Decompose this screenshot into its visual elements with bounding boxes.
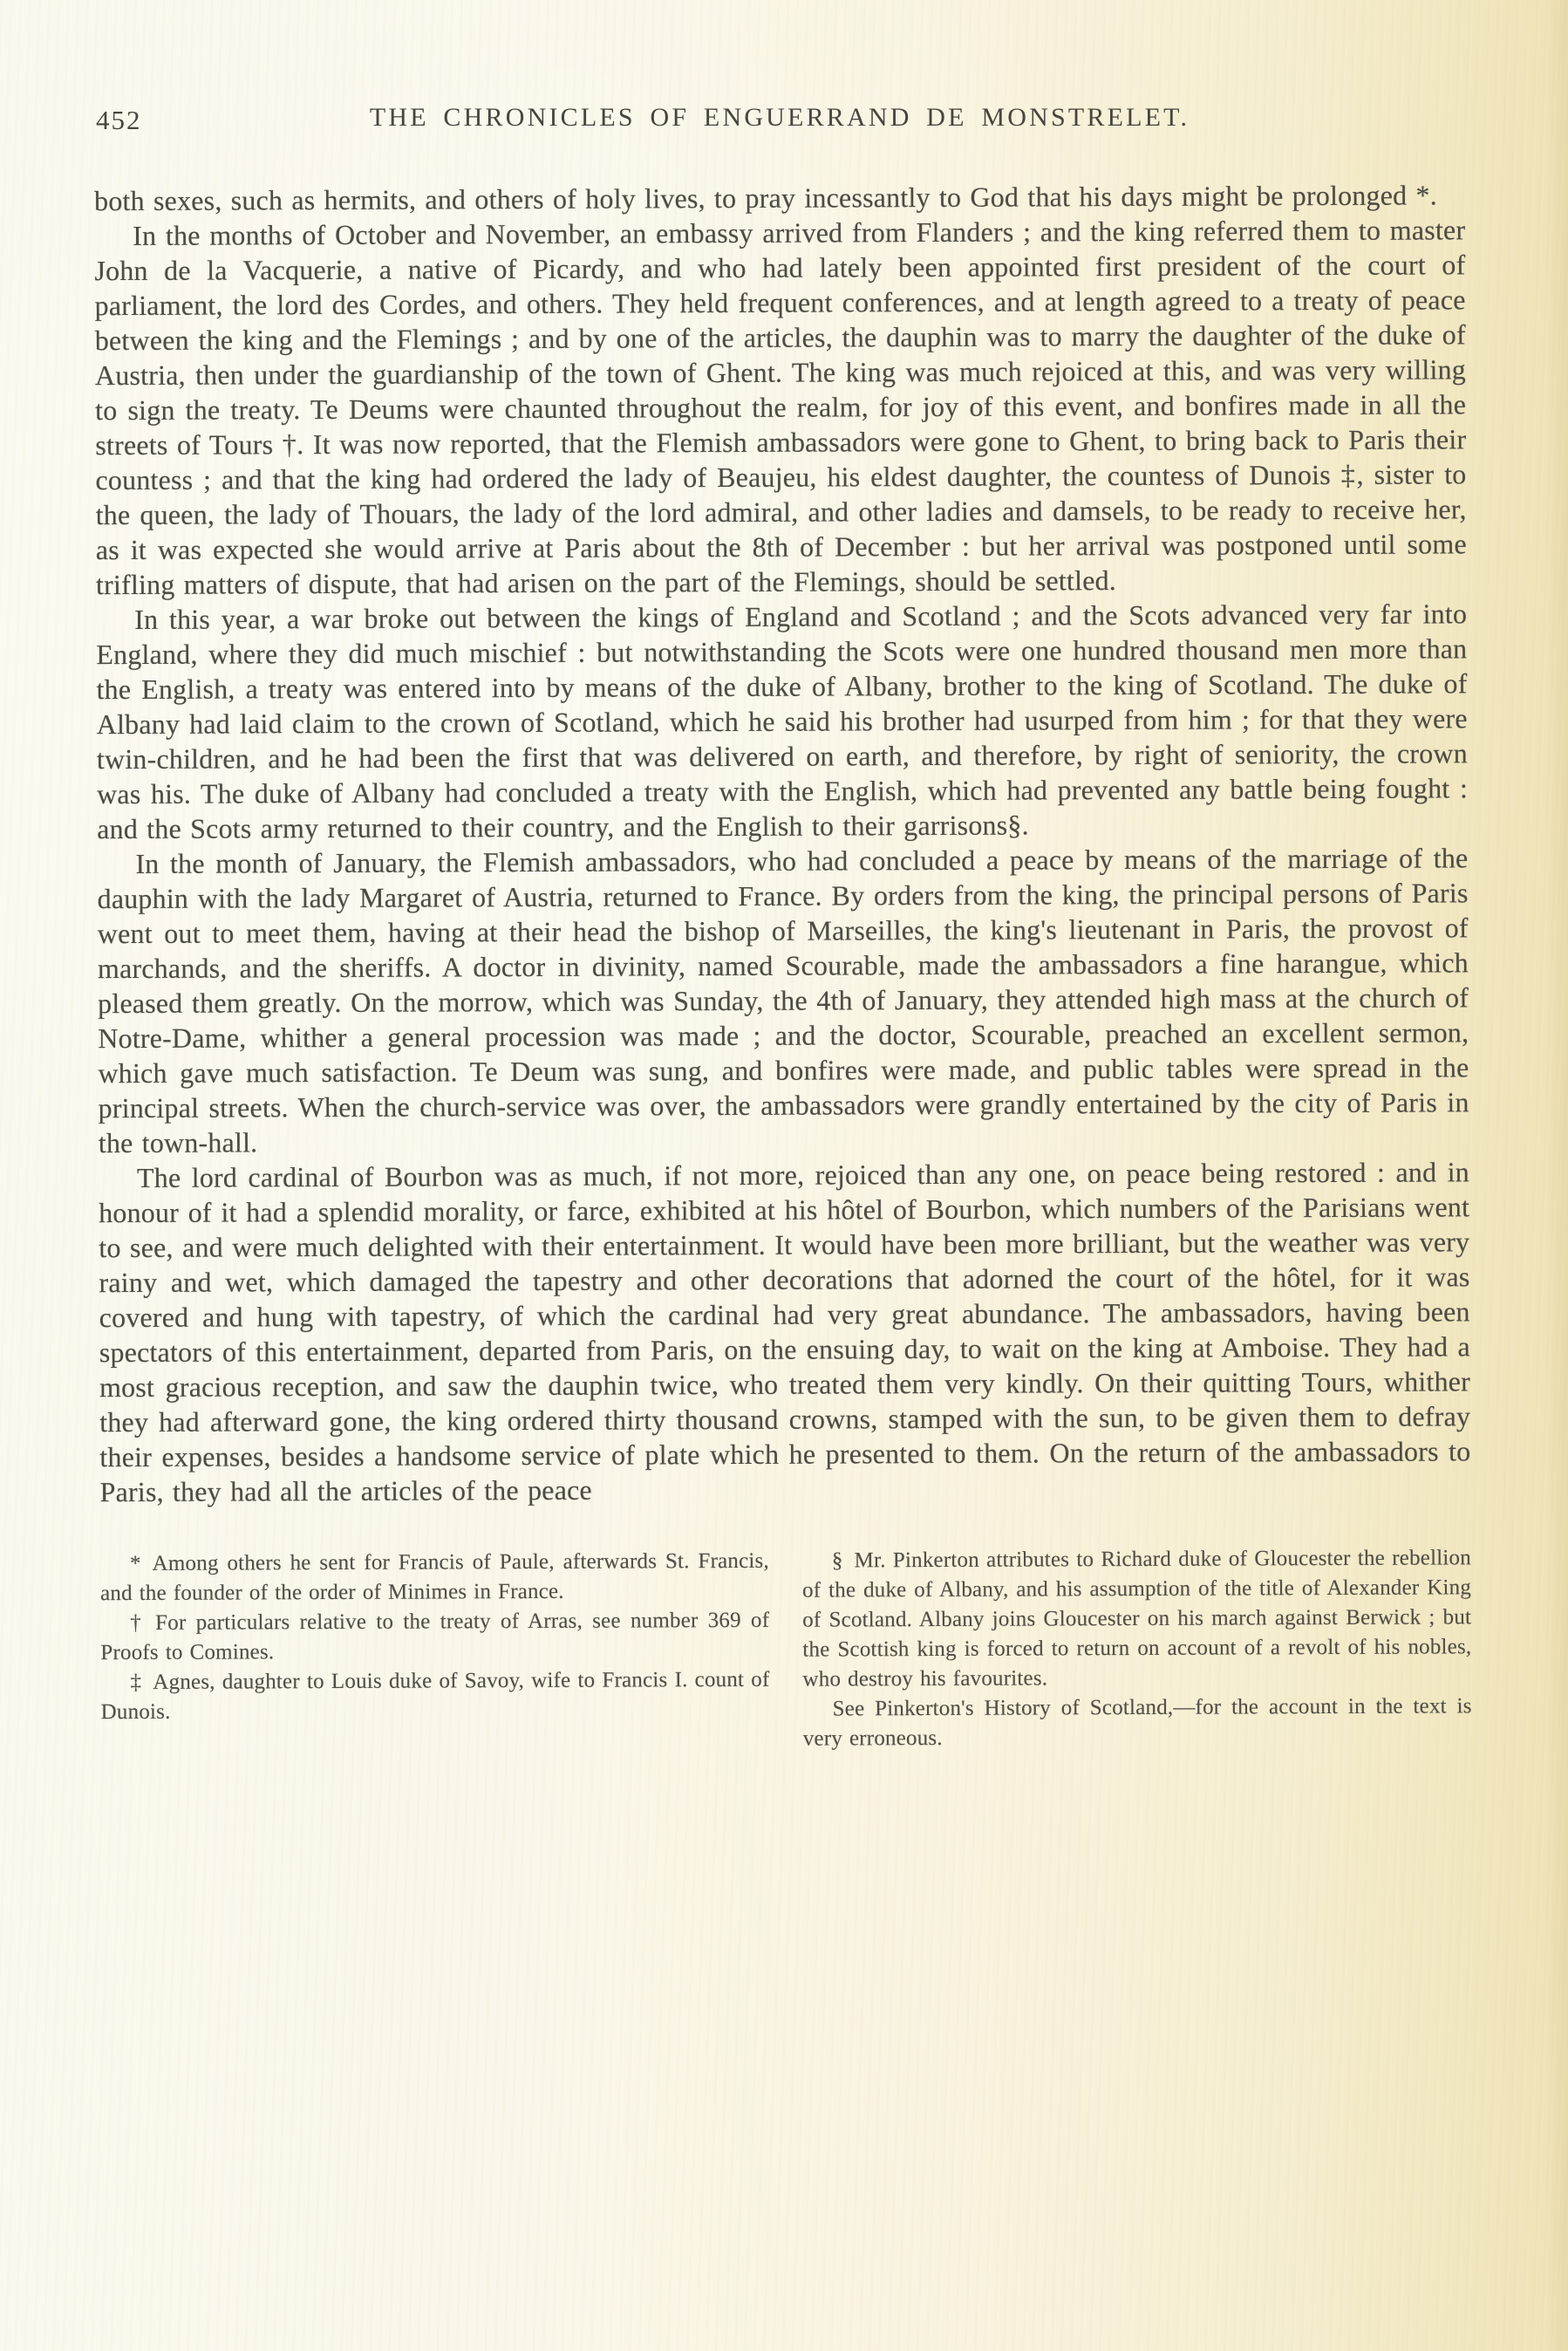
body-paragraph: In the months of October and November, an embassy arrived from Flanders ; and the king referred them to master John de la Vacquerie, a native of Picardy, and who had lately been appointed first president of the court of parliament, the lord des Cordes, and others. They held frequent conferences, and at length agreed to a treaty of peace between the king and the Flemings ; and by one of the articles, the dauphin was to marry the daughter of the duke of Austria, then under the guardianship of the town of Ghent. The king was much rejoiced at this, and was very willing to sign the treaty. Te Deums were chaunted throughout the realm, for joy of this event, and bonfires made in all the streets of Tours †. It was now reported, that the Flemish ambassadors were gone to Ghent, to bring back to Paris their countess ; and that the king had ordered the lady of Beaujeu, his eldest daughter, the countess of Dunois ‡, sister to the queen, the lady of Thouars, the lady of the lord admiral, and other ladies and damsels, to be ready to receive her, as it was expected she would arrive at Paris about the 8th of December : but her arrival was postponed until some trifling matters of dispute, that had arisen on the part of the Flemings, should be settled. [94, 214, 1467, 601]
footnote [100, 1606, 769, 1668]
footnote-text: For particulars relative to the treaty of Arras, see number 369 of Proofs to Comines. [100, 1608, 770, 1665]
footnote [802, 1543, 1472, 1694]
body-paragraph: The lord cardinal of Bourbon was as much, if not more, rejoiced than any one, on peace being restored : and in honour of it had a splendid morality, or farce, exhibited at his hôtel of Bourbon, which numbers of the Parisians went to see, and were much delighted with their entertainment. It would have been more brilliant, but the weather was very rainy and wet, which damaged the tapestry and other decorations that adorned the court of the hôtel, for it was covered and hung with tapestry, of which the cardinal had very great abundance. The ambassadors, having been spectators of this entertainment, departed from Paris, on the ensuing day, to wait on the king at Amboise. They had a most gracious reception, and saw the dauphin twice, who treated them very kindly. On their quitting Tours, whither they had afterward gone, the king ordered thirty thousand crowns, stamped with the sun, to be given them to defray their expenses, besides a handsome service of plate which he presented to them. On the return of the ambassadors to Paris, they had all the articles of the peace [99, 1156, 1471, 1508]
footnote-marker: * [129, 1551, 141, 1576]
body-paragraph: both sexes, such as hermits, and others of holy lives, to pray incessantly to God that his days might be prolonged *. [94, 179, 1437, 217]
footnote-text: Agnes, daughter to Louis duke of Savoy, wife to Francis I. count of Dunois. [100, 1667, 770, 1725]
footnotes [100, 1543, 1472, 1757]
footnote [803, 1691, 1472, 1753]
footnote-text: See Pinkerton's History of Scotland,—for the account in the text is very erroneous. [802, 1694, 1472, 1751]
body-paragraph: In this year, a war broke out between the kings of England and Scotland ; and the Scots advanced very far into England, where they did much mischief : but notwithstanding the Scots were one hundred thousand men more than the English, a treaty was entered into by means of the duke of Albany, brother to the king of Scotland. The duke of Albany had laid claim to the crown of Scotland, which he said his brother had usurped from him ; for that they were twin-children, and he had been the first that was delivered on earth, and therefore, by right of seniority, the crown was his. The duke of Albany had concluded a treaty with the English, which had prevented any battle being fought : and the Scots army returned to their country, and the English to their garrisons§. [96, 598, 1469, 845]
footnote-text: Mr. Pinkerton attributes to Richard duke of Gloucester the rebellion of the duke of Albany, and his assumption of the title of Alexander King of Scotland. Albany joins Gloucester on his march against Berwick ; but the Scottish king is forced to return on account of a revolt of his nobles, who destroy his favourites. [801, 1546, 1472, 1691]
page-number: 452 [96, 105, 142, 135]
text-block [94, 177, 1472, 1757]
body-text [94, 177, 1471, 1509]
body-paragraph: In the month of January, the Flemish ambassadors, who had concluded a peace by means of the marriage of the dauphin with the lady Margaret of Austria, returned to France. By orders from the king, the principal persons of Paris went out to meet them, having at their head the bishop of Marseilles, the king's lieutenant in Paris, the provost of marchands, and the sheriffs. A doctor in divinity, named Scourable, made the ambassadors a fine harangue, which pleased them greatly. On the morrow, which was Sunday, the 4th of January, they attended high mass at the church of Notre-Dame, whither a general procession was made ; and the doctor, Scourable, preached an excellent sermon, which gave much satisfaction. Te Deum was sung, and bonfires were made, and public tables were spread in the principal streets. When the church-service was over, the ambassadors were grandly entertained by the city of Paris in the town-hall. [97, 842, 1469, 1159]
footnote-marker: ‡ [130, 1670, 142, 1695]
footnote [100, 1547, 769, 1609]
footnote-marker: † [130, 1610, 145, 1636]
footnote-marker: § [831, 1548, 843, 1573]
running-title: THE CHRONICLES OF ENGUERRAND DE MONSTRELET. [369, 103, 1190, 132]
footnote [100, 1665, 769, 1727]
footnote-text: Among others he sent for Francis of Paule, afterwards St. Francis, and the founder of the order of Minimes in France. [99, 1548, 769, 1606]
running-head [94, 103, 1465, 141]
